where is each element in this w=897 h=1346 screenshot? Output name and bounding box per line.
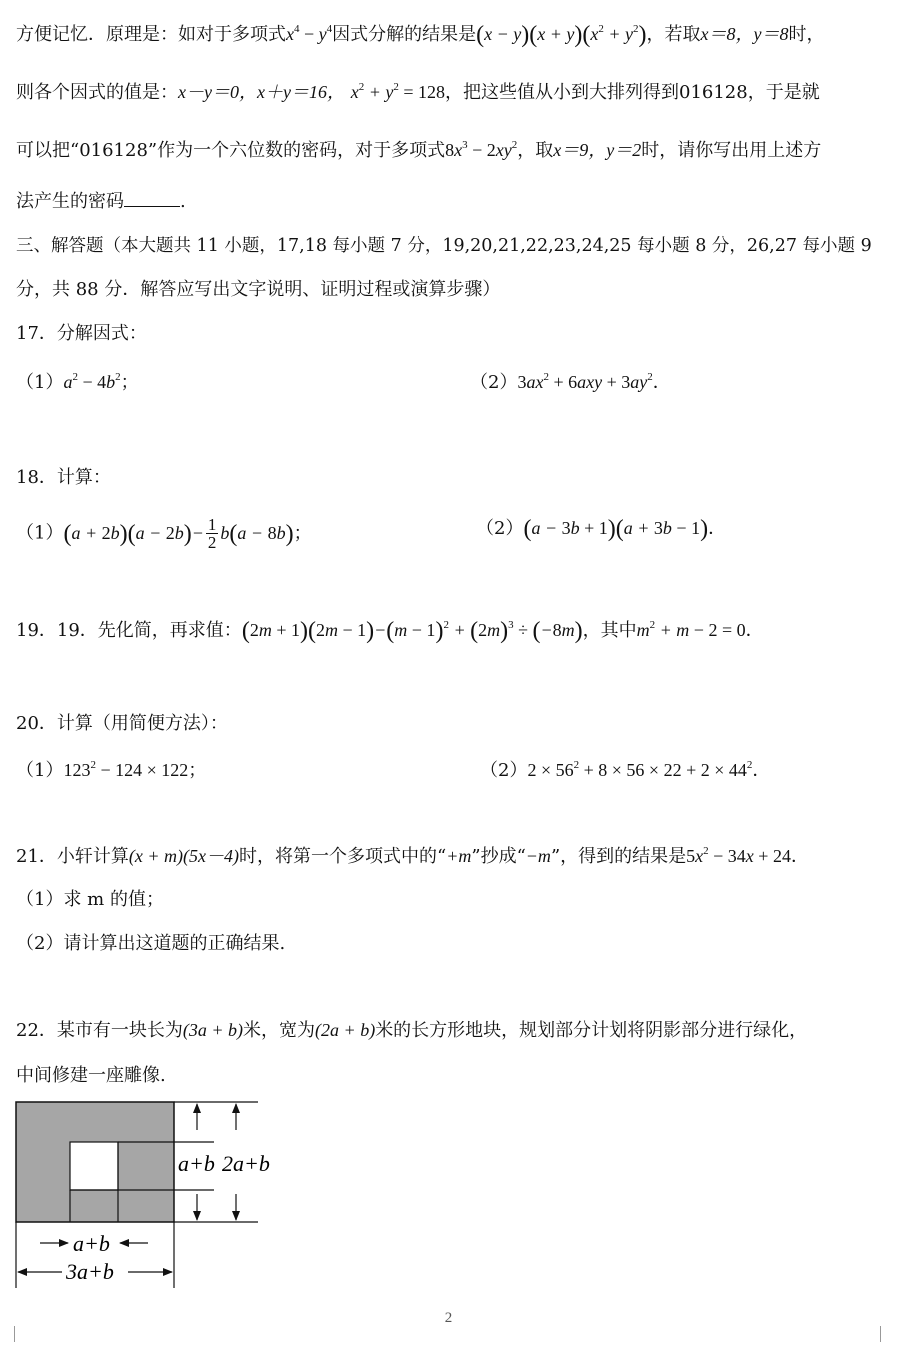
page-number: 2 <box>444 1310 453 1326</box>
text-segment: 时，请你写出用上述方 <box>641 140 822 161</box>
text-segment: 方便记忆．原理是：如对于多项式 <box>16 24 286 45</box>
q17-part2-expr: $3ax^2 + 6axy + 3ay^2$． <box>517 371 671 392</box>
q22-line-2: 中间修建一座雕像. <box>16 1065 166 1086</box>
q17-part1-expr: $a^2 - 4b^2$； <box>63 371 139 392</box>
q17-part1 <box>16 370 139 395</box>
text-segment: 则各个因式的值是： <box>16 82 178 103</box>
text-segment: 米的长方形地块，规划部分计划将阴影部分进行绿化， <box>375 1020 808 1041</box>
part-label: （1） <box>16 522 64 544</box>
q19-question <box>16 618 764 643</box>
part-label: （1） <box>16 760 64 781</box>
label-outer-width: 3a+b <box>66 1259 114 1284</box>
text-segment: 22．某市有一块长为 <box>16 1020 183 1041</box>
section-header-line-1: 三、解答题（本大题共 11 小题，17,18 每小题 7 分，19,20,21,22,23,24,25 每小题 8 分，26,27 每小题 9 <box>16 236 872 256</box>
text-line-2 <box>16 80 820 105</box>
math-factorization: $(x - y)(x + y)(x^2 + y^2)$ <box>476 22 647 48</box>
q21-part2: （2）请计算出这道题的正确结果. <box>16 933 286 954</box>
page-edge-left <box>14 1326 15 1342</box>
q20-part2 <box>480 758 770 783</box>
math-expr: (x + m)(5x－4) <box>128 846 240 866</box>
q21-result: $5x^2 - 34x + 24$． <box>686 845 809 866</box>
q17-title: 17．分解因式： <box>16 323 147 344</box>
text-line-4 <box>16 190 186 214</box>
text-segment: . <box>180 191 186 212</box>
part-label: （1） <box>16 372 64 393</box>
text-segment: 19．19．先化简，再求值： <box>16 620 242 641</box>
text-line-1 <box>16 22 825 47</box>
text-segment: 法产生的密码 <box>16 191 124 212</box>
q18-part1: （1）(a + 2b)(a − 2b)− $\frac{1}{2}$ b(a − 8b)； <box>16 515 312 552</box>
math-expr: (3a + b) <box>182 1020 244 1040</box>
part-label: （2） <box>470 372 518 393</box>
math-poly-2: $8x^3 - 2xy^2$ <box>445 139 518 160</box>
math-values: x＝9，y＝2 <box>553 140 642 160</box>
text-segment: ”抄成“ <box>471 846 526 867</box>
q19-expr: $(2m + 1)(2m - 1)-(m - 1)^2 + (2m)^3 \div (-8m)$ <box>241 618 583 644</box>
q20-title: 20．计算（用简便方法）： <box>16 713 228 734</box>
page-edge-right <box>880 1326 881 1342</box>
section-header-line-2: 分，共 88 分．解答应写出文字说明、证明过程或演算步骤） <box>16 279 501 300</box>
q18-title: 18．计算： <box>16 467 111 488</box>
text-segment: 米，宽为 <box>243 1020 316 1041</box>
q20-part1 <box>16 758 206 783</box>
part-label: （2） <box>476 518 524 539</box>
text-segment: ，其中 <box>582 620 637 641</box>
label-outer-height: 2a+b <box>222 1151 270 1176</box>
answer-blank[interactable] <box>124 192 180 207</box>
q20-part1-expr: $123^2 - 124 \times 122$； <box>63 759 207 780</box>
fraction-half: $\frac{1}{2}$ <box>207 515 217 552</box>
text-segment: ，若取 <box>646 24 701 45</box>
q18-part2-expr: (a − 3b + 1)(a + 3b − 1)． <box>523 516 727 542</box>
q22-question <box>16 1018 807 1043</box>
q17-part2 <box>470 370 671 395</box>
math-expr: (2a + b) <box>315 1020 376 1040</box>
math-sum-squares: $x^2 + y^2 = 128$ <box>350 81 445 102</box>
label-inner-width: a+b <box>73 1231 110 1256</box>
statue-square <box>70 1142 118 1190</box>
q20-part2-expr: $2 \times 56^2 + 8 \times 56 \times 22 + 2 \times 44^2$． <box>527 759 771 780</box>
text-segment: 21．小轩计算 <box>16 846 129 867</box>
part-label: （2） <box>480 760 528 781</box>
q18-part1-expr: (a + 2b)(a − 2b)− <box>63 520 204 547</box>
text-segment: 时， <box>788 24 825 45</box>
q21-part1: （1）求 m 的值； <box>16 889 164 910</box>
text-segment: 因式分解的结果是 <box>332 24 477 45</box>
math-expr: −m <box>525 846 551 866</box>
text-segment: 可以把“016128”作为一个六位数的密码，对于多项式 <box>16 140 446 161</box>
q22-figure <box>0 1092 300 1297</box>
label-inner-height: a+b <box>178 1151 215 1176</box>
q19-condition: $m^2 + m - 2 = 0$． <box>636 619 764 640</box>
text-segment: ，把这些值从小到大排列得到016128，于是就 <box>445 82 820 103</box>
math-poly: $x^4 - y^4$ <box>286 23 333 44</box>
text-segment: ”，得到的结果是 <box>550 846 687 867</box>
math-expr: +m <box>446 846 472 866</box>
q21-question <box>16 844 809 869</box>
math-values: x＝8，y＝8 <box>700 24 789 44</box>
math-values: x－y＝0，x＋y＝16， <box>178 82 345 102</box>
text-segment: 时，将第一个多项式中的“ <box>239 846 447 867</box>
text-segment: ，取 <box>517 140 554 161</box>
text-line-3 <box>16 138 821 163</box>
q18-part2 <box>476 516 726 541</box>
